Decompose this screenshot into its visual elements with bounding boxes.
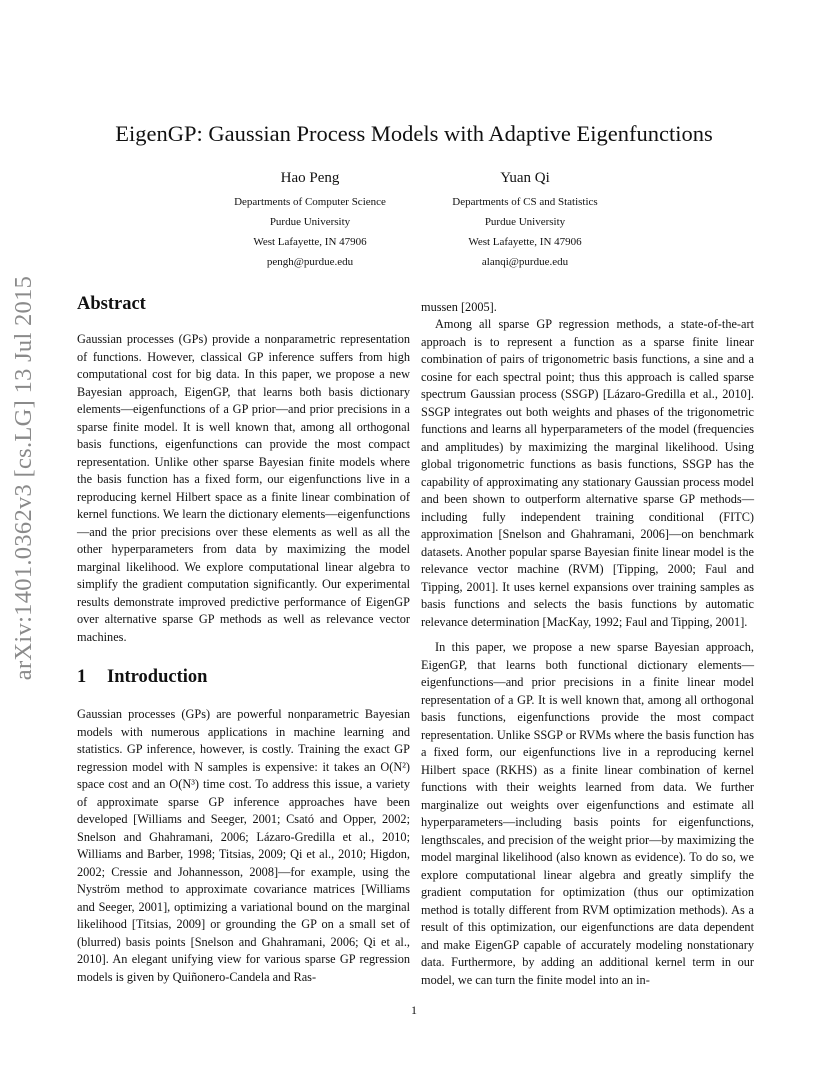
arxiv-identifier	[4, 275, 44, 681]
author-city: West Lafayette, IN 47906	[468, 236, 582, 248]
abstract-text: Gaussian processes (GPs) provide a nonparametric representation of functions. However, classical GP inference suffers from high computational cost for big data. In this paper, we propose a new Bayesian approach, EigenGP, that learns both basis dictionary elements—eigenfunctions of a GP prior—and prior precisions in a sparse finite model. It is well known that, among all orthogonal basis functions, eigenfunctions can provide the most compact representation. Unlike other sparse Bayesian finite models where the basis function has a fixed form, our eigenfunctions live in a reproducing kernel Hilbert space as a finite linear combination of kernel functions. We learn the dictionary elements—eigenfunctions—and the prior precisions over these elements as well as all the other hyperparameters from data by maximizing the model marginal likelihood. We explore computational linear algebra to simplify the gradient computation significantly. Our experimental results demonstrate improved predictive performance of EigenGP over alternative sparse GP methods as well as relevance vector machines.	[77, 332, 410, 644]
page-number: 1	[411, 1003, 417, 1017]
paper-title: EigenGP: Gaussian Process Models with Adaptive Eigenfunctions	[115, 121, 713, 146]
section-title: Introduction	[107, 667, 208, 687]
author-univ: Purdue University	[269, 216, 351, 228]
section-number: 1	[77, 667, 87, 687]
author-email: alanqi@purdue.edu	[481, 256, 569, 268]
author-dept: Departments of Computer Science	[234, 196, 386, 208]
author-block-2	[395, 169, 655, 272]
intro-heading	[77, 667, 207, 688]
author-email: pengh@purdue.edu	[266, 256, 354, 268]
right-para-1: Among all sparse GP regression methods, a state-of-the-art approach is to represent a function as a sparse finite linear combination of pairs of trigonometric basis functions, a sine and a cosine for each spectral point; thus this approach is called sparse spectrum Gaussian process (SSGP) [Lázaro-Gredilla et al., 2010]. SSGP integrates out both weights and phases of the trigonometric functions and learns all hyperparameters of the model (frequencies and amplitudes) by maximizing the marginal likelihood. Using global trigonometric functions as basis functions, SSGP has the capability of approximating any stationary Gaussian process model and been shown to outperform alternative sparse GP methods—including fully independent training conditional (FITC) approximation [Snelson and Ghahramani, 2006]—on benchmark datasets. Another popular sparse Bayesian finite linear model is the relevance vector machine (RVM) [Tipping, 2000; Faul and Tipping, 2001]. It uses kernel expansions over training samples as basis functions and selects the basis functions by automatic relevance determination [MacKay, 1992; Faul and Tipping, 2001].	[421, 317, 754, 629]
author-univ: Purdue University	[484, 216, 566, 228]
author-city: West Lafayette, IN 47906	[253, 236, 367, 248]
abstract-heading: Abstract	[77, 294, 146, 314]
right-para-0: mussen [2005].	[421, 300, 497, 314]
right-para-2: In this paper, we propose a new sparse Bayesian approach, EigenGP, that learns both functional dictionary elements—eigenfunctions—and prior precisions in a finite linear model representation of a GP. It is well known that, among all orthogonal basis functions, eigenfunctions provide the most compact representation. Unlike SSGP or RVMs where the basis function has a fixed form, our eigenfunctions live in a reproducing kernel Hilbert space (RKHS) as a finite linear combination of kernel functions with their weights learned from data. We further marginalize out weights over eigenfunctions and estimate all hyperparameters—including basis points for eigenfunctions, lengthscales, and precision of the weight prior—by maximizing the model marginal likelihood (also known as evidence). To do so, we explore computational linear algebra and greatly simplify the gradient computation for optimization (thus our optimization method is totally different from RVM optimization methods). As a result of this optimization, our eigenfunctions are data dependent and make EigenGP capable of accurately modeling nonstationary data. Furthermore, by adding an additional kernel term in our model, we can turn the finite model into an in-	[421, 640, 754, 987]
arxiv-id-text: arXiv:1401.0362v3 [cs.LG] 13 Jul 2015	[10, 275, 37, 681]
author-dept: Departments of CS and Statistics	[452, 196, 598, 208]
author-name: Yuan Qi	[500, 170, 550, 186]
intro-text: Gaussian processes (GPs) are powerful nonparametric Bayesian models with numerous applications in machine learning and statistics. GP inference, however, is costly. Training the exact GP regression model with N samples is expensive: it takes an O(N²) space cost and an O(N³) time cost. To address this issue, a variety of approximate sparse GP inference approaches have been developed [Williams and Seeger, 2001; Csató and Opper, 2002; Snelson and Ghahramani, 2006; Lázaro-Gredilla et al., 2010; Williams and Barber, 1998; Titsias, 2009; Qi et al., 2010; Higdon, 2002; Cressie and Johannesson, 2008]—for example, using the Nyström method to approximate covariance matrices [Williams and Seeger, 2001], optimizing a variational bound on the marginal likelihood [Titsias, 2009] or grounding the GP on a small set of (blurred) basis points [Snelson and Ghahramani, 2006; Qi et al., 2010]. An elegant unifying view for various sparse GP regression models is given by Quiñonero-Candela and Ras-	[77, 707, 410, 984]
author-name: Hao Peng	[280, 170, 340, 186]
